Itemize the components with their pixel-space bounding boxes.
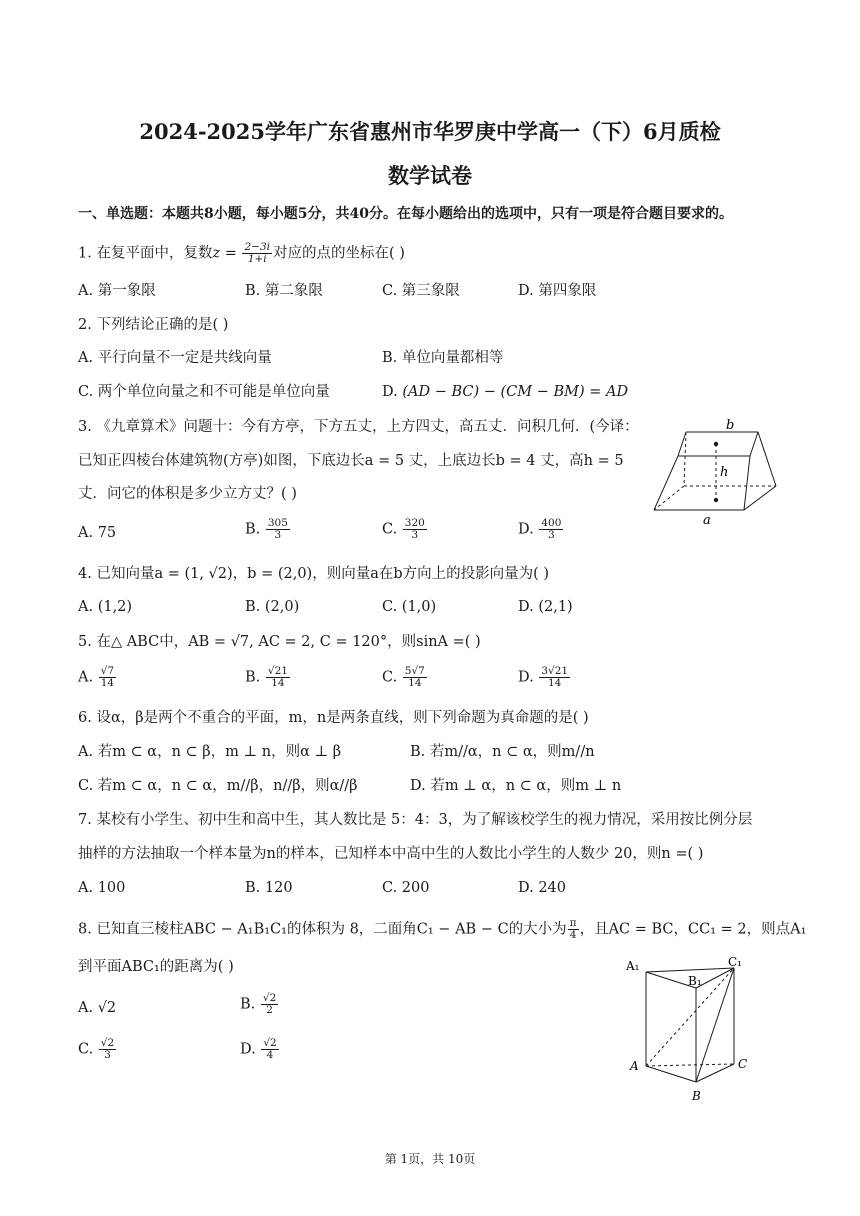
q5-c-label: C. — [382, 669, 402, 686]
q8-pre: 8. 已知直三棱柱ABC − A₁B₁C₁的体积为 8，二面角C₁ − AB − C的大小为 — [78, 921, 567, 938]
q8-option-c — [78, 1038, 117, 1061]
q5-option-c — [382, 666, 428, 689]
q2-option-a: A. 平行向量不一定是共线向量 — [78, 350, 272, 366]
q8-c-den: 3 — [104, 1049, 111, 1061]
q8-c-num: √2 — [100, 1037, 115, 1049]
q3-c-label: C. — [382, 521, 402, 538]
q5-b-label: B. — [245, 669, 265, 686]
question-7-line1: 7. 某校有小学生、初中生和高中生，其人数比是 5：4：3，为了解该校学生的视力情况，采用按比例分层 — [78, 812, 753, 828]
q3-option-a: A. 75 — [78, 525, 117, 541]
q3-option-d — [518, 518, 564, 541]
q3-option-b — [245, 518, 291, 541]
q2-d-expr: (AD − BC) − (CM − BM) = AD — [402, 384, 629, 400]
q6-option-c: C. 若m ⊂ α，n ⊂ α，m//β，n//β，则α//β — [78, 778, 358, 794]
prism-edge — [696, 1064, 734, 1082]
prism-label-c1: C₁ — [728, 955, 742, 969]
q4-option-c: C. (1,0) — [382, 599, 437, 615]
q3-b-num: 305 — [267, 517, 288, 529]
q8-d-den: 4 — [266, 1049, 274, 1061]
q7-option-d: D. 240 — [518, 880, 567, 896]
page-title: 2024-2025学年广东省惠州市华罗庚中学高一（下）6月质检 — [139, 119, 721, 144]
q7-option-c: C. 200 — [382, 880, 430, 896]
question-3-line3: 丈．问它的体积是多少立方丈？( ) — [78, 486, 297, 502]
q6-option-b: B. 若m//α，n ⊂ α，则m//n — [410, 744, 595, 760]
q1-den: 1+i — [247, 253, 267, 265]
frustum-label-b: b — [726, 418, 735, 433]
q1-pre: 1. 在复平面中，复数 — [78, 245, 213, 262]
q3-b-label: B. — [245, 521, 265, 538]
frustum-edge — [744, 456, 750, 510]
q2-option-c: C. 两个单位向量之和不可能是单位向量 — [78, 384, 330, 400]
frustum-edge — [750, 432, 758, 456]
question-1-stem — [78, 242, 405, 265]
q3-d-den: 3 — [548, 529, 555, 541]
q8-option-d — [240, 1038, 280, 1061]
q5-a-label: A. — [78, 669, 98, 686]
q7-option-a: A. 100 — [78, 880, 126, 896]
question-8-line2: 到平面ABC₁的距离为( ) — [78, 959, 234, 975]
q8-frac-num: π — [569, 917, 577, 929]
q6-option-a: A. 若m ⊂ α，n ⊂ β，m ⊥ n，则α ⊥ β — [78, 744, 342, 760]
q5-option-a — [78, 666, 117, 689]
q1-num: 2−3i — [244, 241, 270, 253]
page-subtitle: 数学试卷 — [388, 163, 472, 188]
q5-option-b — [245, 666, 291, 689]
q3-b-den: 3 — [274, 529, 282, 541]
question-8-line1 — [78, 918, 806, 941]
q2-d-prefix: D. — [382, 384, 403, 400]
q3-d-label: D. — [518, 521, 539, 538]
frustum-edge — [758, 432, 776, 486]
prism-label-a: A — [630, 1059, 639, 1073]
prism-edge — [646, 1066, 696, 1082]
section-heading: 一、单选题：本题共8小题，每小题5分，共40分。在每小题给出的选项中，只有一项是符合题目要求的。 — [78, 206, 733, 222]
q5-c-num: 5√7 — [404, 665, 425, 677]
q8-fraction — [568, 918, 579, 941]
q8-b-num: √2 — [262, 992, 277, 1004]
q4-option-d: D. (2,1) — [518, 599, 573, 615]
frustum-figure — [648, 416, 782, 528]
q1-post: 对应的点的坐标在( ) — [273, 245, 405, 262]
q7-option-b: B. 120 — [245, 880, 293, 896]
page-footer: 第 1页，共 10页 — [384, 1152, 476, 1166]
frustum-hidden-edge — [684, 432, 686, 486]
q1-option-a: A. 第一象限 — [78, 283, 156, 299]
prism-label-b1: B₁ — [688, 974, 702, 988]
q1-option-b: B. 第二象限 — [245, 283, 323, 299]
q3-c-num: 320 — [404, 517, 425, 529]
prism-label-a1: A₁ — [626, 959, 640, 973]
q3-option-c — [382, 518, 428, 541]
q6-option-d: D. 若m ⊥ α，n ⊂ α，则m ⊥ n — [410, 778, 622, 794]
q4-option-a: A. (1,2) — [78, 599, 133, 615]
q5-c-den: 14 — [408, 677, 422, 689]
q8-b-den: 2 — [266, 1004, 273, 1016]
q5-b-den: 14 — [271, 677, 285, 689]
question-4-stem: 4. 已知向量a = (1, √2)，b = (2,0)，则向量a在b方向上的投影向量为( ) — [78, 566, 550, 582]
q1-fraction — [242, 242, 272, 265]
question-5-stem: 5. 在△ ABC中，AB = √7, AC = 2, C = 120°，则sinA =( ) — [78, 634, 481, 650]
q8-d-label: D. — [240, 1041, 261, 1058]
q8-option-b — [240, 993, 279, 1016]
q5-d-den: 14 — [548, 677, 562, 689]
q1-z: z = — [212, 245, 242, 262]
q4-option-b: B. (2,0) — [245, 599, 300, 615]
q2-option-b: B. 单位向量都相等 — [382, 350, 504, 366]
frustum-label-a: a — [703, 513, 711, 528]
prism-hidden-edge — [646, 1064, 734, 1066]
q8-c-label: C. — [78, 1041, 98, 1058]
frustum-edge — [654, 456, 678, 510]
q1-option-c: C. 第三象限 — [382, 283, 460, 299]
q2-option-d — [382, 382, 628, 402]
q8-d-num: √2 — [263, 1037, 277, 1049]
frustum-top-center — [714, 442, 718, 446]
q5-d-label: D. — [518, 669, 539, 686]
prism-label-c: C — [738, 1057, 748, 1071]
q5-b-num: √21 — [267, 665, 288, 677]
frustum-hidden-edge — [654, 486, 684, 510]
frustum-edge — [744, 486, 776, 510]
frustum-bottom-center — [714, 498, 718, 502]
q8-frac-den: 4 — [569, 929, 577, 941]
q1-option-d: D. 第四象限 — [518, 283, 597, 299]
prism-edge — [646, 968, 734, 972]
frustum-label-h: h — [720, 465, 729, 480]
q8-post: ，且AC = BC，CC₁ = 2，则点A₁ — [579, 921, 807, 938]
question-3-line2: 已知正四棱台体建筑物(方亭)如图，下底边长a = 5 丈，上底边长b = 4 丈，高h = 5 — [78, 453, 624, 469]
q5-d-num: 3√21 — [541, 665, 569, 677]
q3-d-num: 400 — [541, 517, 562, 529]
q3-c-den: 3 — [411, 529, 419, 541]
q8-b-label: B. — [240, 996, 260, 1013]
question-3-line1: 3. 《九章算术》问题十：今有方亭，下方五丈，上方四丈，高五丈．问积几何．(今译： — [78, 419, 639, 435]
q5-a-num: √7 — [100, 665, 115, 677]
prism-label-b: B — [692, 1089, 701, 1103]
question-7-line2: 抽样的方法抽取一个样本量为n的样本，已知样本中高中生的人数比小学生的人数少 20，则n =( ) — [78, 846, 704, 862]
question-2-stem: 2. 下列结论正确的是( ) — [78, 317, 229, 333]
q5-option-d — [518, 666, 571, 689]
prism-figure — [622, 954, 774, 1110]
q5-a-den: 14 — [100, 677, 115, 689]
q8-option-a: A. √2 — [78, 1000, 117, 1016]
question-6-stem: 6. 设α，β是两个不重合的平面，m，n是两条直线，则下列命题为真命题的是( ) — [78, 710, 589, 726]
